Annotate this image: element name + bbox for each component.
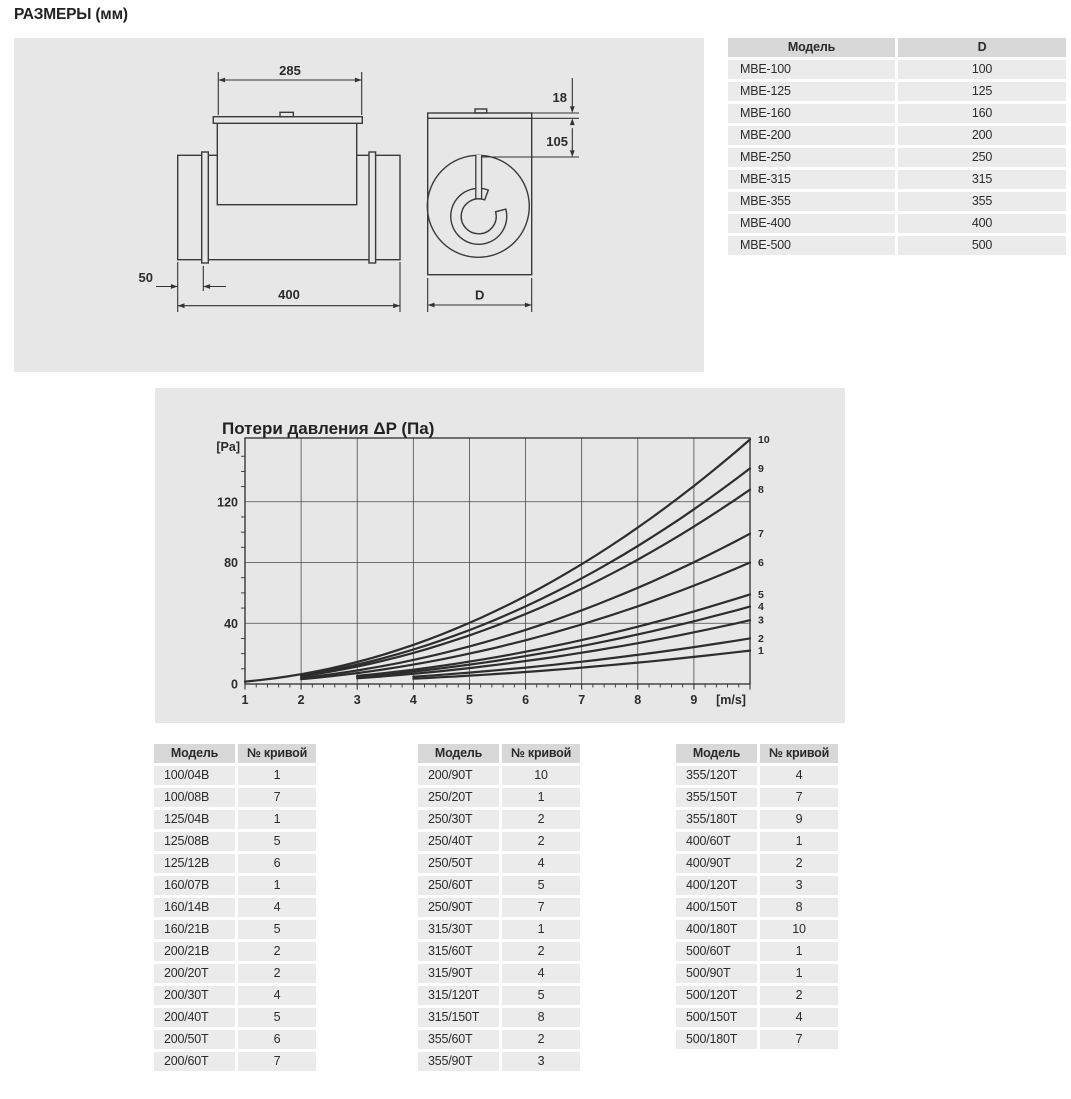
table-cell: 6 xyxy=(238,854,316,873)
table-row xyxy=(418,942,580,961)
table-body xyxy=(728,60,1066,255)
curve-label-4: 4 xyxy=(758,601,764,614)
table-cell: 7 xyxy=(238,1052,316,1071)
table-cell: 400 xyxy=(898,214,1066,233)
table-cell: 100/04B xyxy=(154,766,235,785)
table-cell: 1 xyxy=(238,876,316,895)
flange-ring-right xyxy=(369,152,376,263)
x-tick-label: 8 xyxy=(634,693,642,707)
x-tick-label: 1 xyxy=(241,693,249,707)
table-cell: MBE-125 xyxy=(728,82,895,101)
table-row xyxy=(676,788,838,807)
x-tick-label: 6 xyxy=(522,693,530,707)
table-row xyxy=(154,1030,316,1049)
table-cell: 400/150T xyxy=(676,898,757,917)
table-cell: MBE-315 xyxy=(728,170,895,189)
table-row xyxy=(154,876,316,895)
table-cell: MBE-100 xyxy=(728,60,895,79)
table-cell: 1 xyxy=(760,942,838,961)
table-cell: 100 xyxy=(898,60,1066,79)
table-cell: 355/90T xyxy=(418,1052,499,1071)
curve-label-8: 8 xyxy=(758,484,764,497)
table-cell: MBE-160 xyxy=(728,104,895,123)
table-row xyxy=(418,964,580,983)
table-cell: 1 xyxy=(502,920,580,939)
table-row xyxy=(418,810,580,829)
table-row xyxy=(728,104,1066,123)
table-row xyxy=(154,942,316,961)
table-header-row xyxy=(418,744,580,763)
table-cell: 315/60T xyxy=(418,942,499,961)
x-tick-label: 4 xyxy=(409,693,417,707)
y-tick-label: 80 xyxy=(224,556,238,571)
table-cell: 200/30T xyxy=(154,986,235,1005)
table-row xyxy=(728,192,1066,211)
table-cell: 400/120T xyxy=(676,876,757,895)
table-cell: 7 xyxy=(238,788,316,807)
table-cell: MBE-500 xyxy=(728,236,895,255)
table-cell: 9 xyxy=(760,810,838,829)
table-cell: 250/40T xyxy=(418,832,499,851)
table-cell: 4 xyxy=(502,964,580,983)
table-row xyxy=(676,832,838,851)
table-cell: 500 xyxy=(898,236,1066,255)
chart-title: Потери давления ΔP (Па) xyxy=(222,419,435,438)
table-cell: 500/180T xyxy=(676,1030,757,1049)
table-cell: 7 xyxy=(502,898,580,917)
table-row xyxy=(728,60,1066,79)
table-row xyxy=(676,876,838,895)
table-cell: 2 xyxy=(238,964,316,983)
table-cell: 355/60T xyxy=(418,1030,499,1049)
table-cell: 1 xyxy=(760,832,838,851)
table-cell: 125/08B xyxy=(154,832,235,851)
table-cell: 10 xyxy=(760,920,838,939)
table-row xyxy=(728,236,1066,255)
table-cell: 4 xyxy=(760,1008,838,1027)
table-cell: 7 xyxy=(760,788,838,807)
x-tick-label: 9 xyxy=(690,693,698,707)
lid-tab xyxy=(280,112,293,116)
table-row xyxy=(676,898,838,917)
table-row xyxy=(154,1052,316,1071)
table-cell: 355/150T xyxy=(676,788,757,807)
table-cell: 1 xyxy=(238,766,316,785)
table-row xyxy=(154,854,316,873)
table-row xyxy=(418,1030,580,1049)
element-stem-gap xyxy=(476,155,481,197)
table-cell: 250/20T xyxy=(418,788,499,807)
table-cell: 8 xyxy=(760,898,838,917)
table-row xyxy=(728,170,1066,189)
table-body xyxy=(418,766,580,1071)
table-cell: 3 xyxy=(760,876,838,895)
flange-ring-left xyxy=(202,152,209,263)
curve-4 xyxy=(357,607,750,677)
table-cell: 125/04B xyxy=(154,810,235,829)
dim-label-diameter: D xyxy=(475,287,485,303)
x-tick-label: 3 xyxy=(353,693,361,707)
table-row xyxy=(418,1008,580,1027)
table-row xyxy=(728,148,1066,167)
table-cell: 3 xyxy=(502,1052,580,1071)
table-cell: 7 xyxy=(760,1030,838,1049)
table-cell: 355/120T xyxy=(676,766,757,785)
table-body xyxy=(676,766,838,1049)
column-header-model: Модель xyxy=(154,744,235,763)
table-cell: 200/50T xyxy=(154,1030,235,1049)
table-row xyxy=(728,82,1066,101)
table-row xyxy=(676,810,838,829)
x-axis-unit-label: [m/s] xyxy=(716,693,746,707)
curve-label-6: 6 xyxy=(758,557,764,570)
y-tick-label: 40 xyxy=(224,616,238,631)
table-cell: 160/14B xyxy=(154,898,235,917)
table-row xyxy=(728,126,1066,145)
column-header-curve-number: № кривой xyxy=(238,744,316,763)
table-cell: 4 xyxy=(502,854,580,873)
table-row xyxy=(154,766,316,785)
table-cell: 5 xyxy=(502,876,580,895)
table-row xyxy=(418,1052,580,1071)
column-header-model: Модель xyxy=(676,744,757,763)
table-cell: 200/40T xyxy=(154,1008,235,1027)
dim-label-lid-height: 18 xyxy=(552,90,567,105)
table-cell: 125 xyxy=(898,82,1066,101)
table-row xyxy=(676,854,838,873)
table-cell: 125/12B xyxy=(154,854,235,873)
curve-label-1: 1 xyxy=(758,645,764,658)
column-header-curve-number: № кривой xyxy=(760,744,838,763)
table-cell: 160/07B xyxy=(154,876,235,895)
table-header-row xyxy=(676,744,838,763)
dim-label-box-width: 285 xyxy=(279,63,301,78)
dim-label-duct-length: 400 xyxy=(278,287,300,302)
table-row xyxy=(676,942,838,961)
x-tick-label: 5 xyxy=(465,693,473,707)
table-cell: 250/50T xyxy=(418,854,499,873)
y-tick-label: 0 xyxy=(231,677,238,692)
table-cell: MBE-400 xyxy=(728,214,895,233)
curve-label-3: 3 xyxy=(758,614,764,627)
table-cell: 2 xyxy=(502,832,580,851)
dim-label-flange-offset: 50 xyxy=(138,270,153,285)
table-row xyxy=(154,964,316,983)
table-cell: 4 xyxy=(238,898,316,917)
table-row xyxy=(418,876,580,895)
curve-label-7: 7 xyxy=(758,528,764,541)
lid-front xyxy=(428,113,532,118)
column-header-model: Модель xyxy=(418,744,499,763)
table-cell: MBE-355 xyxy=(728,192,895,211)
curve-table-2 xyxy=(418,744,580,1074)
x-tick-label: 7 xyxy=(578,693,586,707)
table-header-row xyxy=(728,38,1066,57)
y-axis-unit-label: [Pa] xyxy=(216,440,240,454)
table-row xyxy=(154,986,316,1005)
table-cell: 8 xyxy=(502,1008,580,1027)
table-cell: 5 xyxy=(238,832,316,851)
table-header-row xyxy=(154,744,316,763)
table-cell: 10 xyxy=(502,766,580,785)
table-cell: 160 xyxy=(898,104,1066,123)
table-cell: 2 xyxy=(238,942,316,961)
table-row xyxy=(418,920,580,939)
pressure-loss-chart-panel xyxy=(155,388,845,723)
table-cell: 315/30T xyxy=(418,920,499,939)
table-row xyxy=(676,1008,838,1027)
table-cell: 315/150T xyxy=(418,1008,499,1027)
page-title: РАЗМЕРЫ (мм) xyxy=(14,6,128,23)
table-cell: 1 xyxy=(502,788,580,807)
table-cell: 5 xyxy=(502,986,580,1005)
table-cell: 200/60T xyxy=(154,1052,235,1071)
table-cell: 250/30T xyxy=(418,810,499,829)
table-cell: 400/180T xyxy=(676,920,757,939)
table-row xyxy=(676,920,838,939)
table-row xyxy=(154,788,316,807)
lid-tab-front xyxy=(475,109,487,113)
column-header-model: Модель xyxy=(728,38,895,57)
curve-label-5: 5 xyxy=(758,588,764,601)
column-header-diameter: D xyxy=(898,38,1066,57)
table-cell: 100/08B xyxy=(154,788,235,807)
table-cell: 500/90T xyxy=(676,964,757,983)
table-cell: 400/90T xyxy=(676,854,757,873)
table-cell: 2 xyxy=(502,1030,580,1049)
curve-table-3 xyxy=(676,744,838,1052)
pressure-loss-chart xyxy=(155,388,845,723)
table-cell: 1 xyxy=(760,964,838,983)
duct-heater-drawing xyxy=(14,38,704,372)
table-cell: 500/120T xyxy=(676,986,757,1005)
box-lid xyxy=(213,117,362,124)
table-cell: 200/90T xyxy=(418,766,499,785)
table-row xyxy=(418,766,580,785)
curve-label-10: 10 xyxy=(758,434,770,447)
table-cell: 200 xyxy=(898,126,1066,145)
y-tick-label: 120 xyxy=(217,495,238,510)
connection-box xyxy=(217,123,356,204)
table-body xyxy=(154,766,316,1071)
table-cell: 315 xyxy=(898,170,1066,189)
table-cell: 5 xyxy=(238,920,316,939)
table-cell: 250 xyxy=(898,148,1066,167)
table-cell: MBE-250 xyxy=(728,148,895,167)
curve-label-9: 9 xyxy=(758,462,764,475)
table-cell: 200/21B xyxy=(154,942,235,961)
table-cell: MBE-200 xyxy=(728,126,895,145)
table-row xyxy=(418,898,580,917)
table-row xyxy=(676,964,838,983)
table-cell: 2 xyxy=(760,986,838,1005)
table-cell: 2 xyxy=(760,854,838,873)
table-row xyxy=(676,986,838,1005)
curve-10 xyxy=(245,440,750,682)
table-cell: 400/60T xyxy=(676,832,757,851)
curve-table-1 xyxy=(154,744,316,1074)
table-cell: 2 xyxy=(502,810,580,829)
table-cell: 5 xyxy=(238,1008,316,1027)
model-diameter-table xyxy=(728,38,1066,258)
table-cell: 2 xyxy=(502,942,580,961)
table-cell: 355 xyxy=(898,192,1066,211)
table-row xyxy=(154,810,316,829)
table-cell: 250/60T xyxy=(418,876,499,895)
table-cell: 250/90T xyxy=(418,898,499,917)
table-row xyxy=(676,1030,838,1049)
table-row xyxy=(676,766,838,785)
table-row xyxy=(154,832,316,851)
table-cell: 1 xyxy=(238,810,316,829)
table-cell: 160/21B xyxy=(154,920,235,939)
dimensions-drawing-panel xyxy=(14,38,704,372)
table-row xyxy=(154,898,316,917)
table-row xyxy=(418,832,580,851)
table-cell: 200/20T xyxy=(154,964,235,983)
table-cell: 4 xyxy=(760,766,838,785)
table-row xyxy=(418,986,580,1005)
table-row xyxy=(418,854,580,873)
table-row xyxy=(418,788,580,807)
table-cell: 500/150T xyxy=(676,1008,757,1027)
table-cell: 315/90T xyxy=(418,964,499,983)
table-row xyxy=(728,214,1066,233)
table-cell: 315/120T xyxy=(418,986,499,1005)
table-cell: 355/180T xyxy=(676,810,757,829)
table-cell: 500/60T xyxy=(676,942,757,961)
table-row xyxy=(154,1008,316,1027)
table-row xyxy=(154,920,316,939)
curve-label-2: 2 xyxy=(758,632,764,645)
x-tick-label: 2 xyxy=(297,693,305,707)
dim-label-element-depth: 105 xyxy=(546,134,568,149)
table-cell: 6 xyxy=(238,1030,316,1049)
table-cell: 4 xyxy=(238,986,316,1005)
column-header-curve-number: № кривой xyxy=(502,744,580,763)
